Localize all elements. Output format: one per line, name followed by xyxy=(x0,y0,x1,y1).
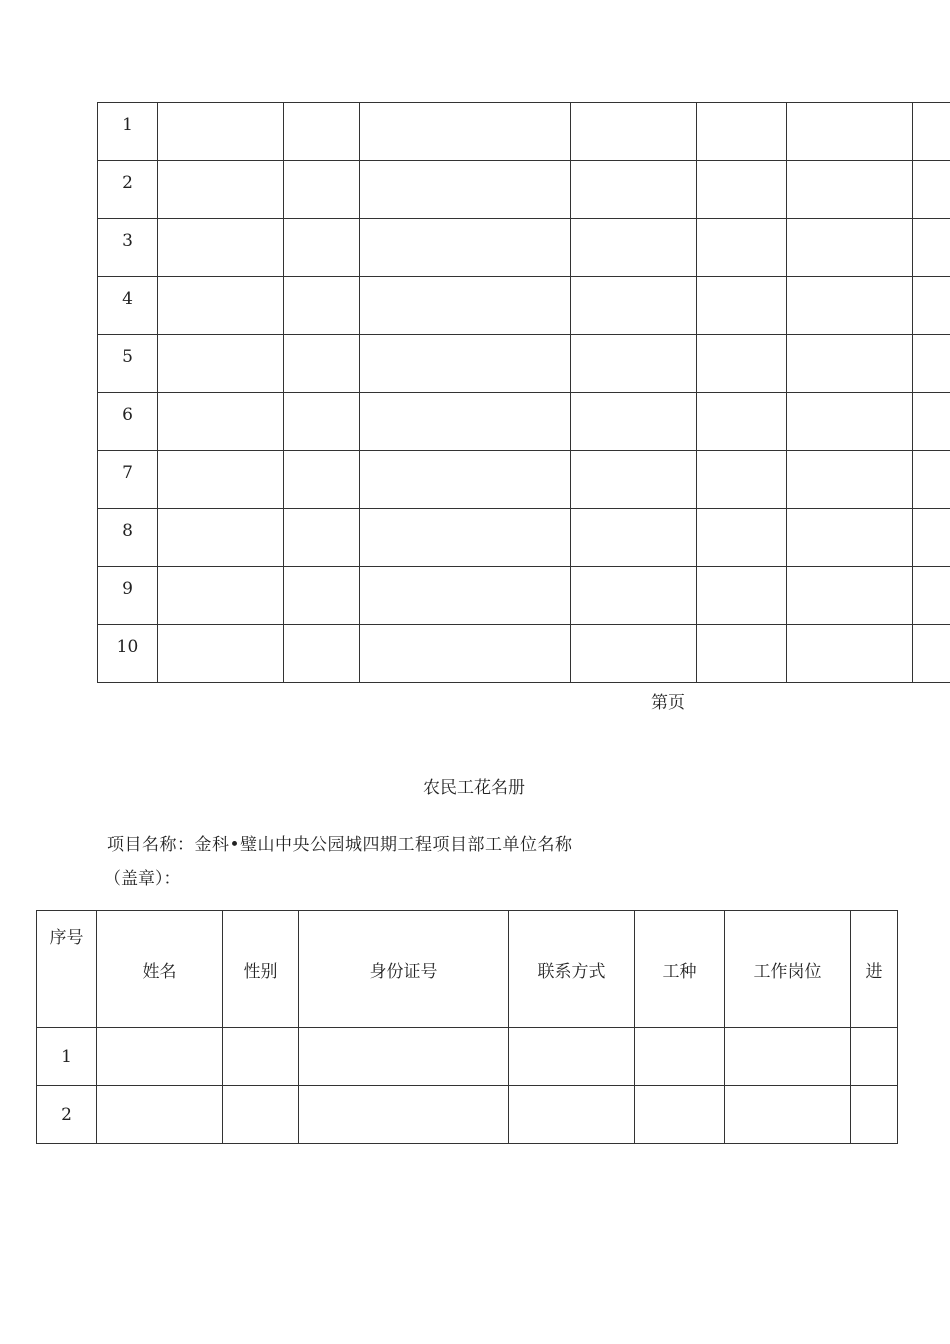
cell-position xyxy=(725,1028,851,1086)
cell-id-number xyxy=(299,1028,509,1086)
cell-contact xyxy=(571,509,697,567)
cell-name xyxy=(158,625,284,683)
cell-trade xyxy=(697,451,787,509)
cell-entry xyxy=(851,1086,898,1144)
table-row xyxy=(37,1086,898,1144)
column-header-gender: 性别 xyxy=(223,911,299,1028)
table-row xyxy=(98,219,950,277)
cell-position xyxy=(787,219,913,277)
cell-name xyxy=(158,393,284,451)
cell-contact xyxy=(509,1028,635,1086)
cell-contact xyxy=(571,103,697,161)
cell-contact xyxy=(571,335,697,393)
row-number: 4 xyxy=(98,277,158,335)
cell-id-number xyxy=(360,509,571,567)
cell-gender xyxy=(284,103,360,161)
cell-contact xyxy=(571,625,697,683)
row-number: 7 xyxy=(98,451,158,509)
cell-gender xyxy=(284,219,360,277)
cell-gender xyxy=(223,1028,299,1086)
cell-position xyxy=(787,567,913,625)
row-number: 3 xyxy=(98,219,158,277)
cell-gender xyxy=(284,277,360,335)
column-header-contact: 联系方式 xyxy=(509,911,635,1028)
table-row xyxy=(98,509,950,567)
cell-extra xyxy=(913,161,950,219)
table-row xyxy=(98,335,950,393)
table-row xyxy=(98,567,950,625)
cell-name xyxy=(97,1028,223,1086)
row-number: 10 xyxy=(98,625,158,683)
cell-position xyxy=(787,393,913,451)
cell-gender xyxy=(284,335,360,393)
column-header-trade: 工种 xyxy=(635,911,725,1028)
column-header-id-number: 身份证号 xyxy=(299,911,509,1028)
column-header-entry: 进 xyxy=(851,911,898,1028)
row-number: 9 xyxy=(98,567,158,625)
table-row xyxy=(98,103,950,161)
cell-name xyxy=(158,451,284,509)
cell-contact xyxy=(571,393,697,451)
column-header-position: 工作岗位 xyxy=(725,911,851,1028)
row-number: 5 xyxy=(98,335,158,393)
project-name-line: 项目名称：金科•璧山中央公园城四期工程项目部工单位名称 xyxy=(107,835,573,855)
cell-contact xyxy=(571,567,697,625)
roster-table xyxy=(36,910,898,1144)
cell-position xyxy=(725,1086,851,1144)
cell-id-number xyxy=(299,1086,509,1144)
cell-name xyxy=(158,509,284,567)
cell-id-number xyxy=(360,219,571,277)
cell-gender xyxy=(284,161,360,219)
table-row xyxy=(98,161,950,219)
row-number: 2 xyxy=(37,1086,97,1144)
cell-extra xyxy=(913,509,950,567)
cell-gender xyxy=(284,567,360,625)
cell-extra xyxy=(913,451,950,509)
cell-extra xyxy=(913,103,950,161)
page-number-label: 第页 xyxy=(651,693,685,713)
cell-gender xyxy=(284,625,360,683)
cell-extra xyxy=(913,219,950,277)
row-number: 1 xyxy=(37,1028,97,1086)
cell-gender xyxy=(284,451,360,509)
cell-contact xyxy=(571,277,697,335)
cell-trade xyxy=(697,219,787,277)
table-row xyxy=(98,451,950,509)
cell-gender xyxy=(284,509,360,567)
cell-name xyxy=(158,103,284,161)
column-header-seq: 序号 xyxy=(37,911,97,1028)
cell-id-number xyxy=(360,393,571,451)
cell-extra xyxy=(913,393,950,451)
cell-id-number xyxy=(360,103,571,161)
roster-table-continued xyxy=(97,102,950,683)
cell-extra xyxy=(913,335,950,393)
cell-position xyxy=(787,335,913,393)
table-row xyxy=(37,1028,898,1086)
cell-id-number xyxy=(360,567,571,625)
cell-position xyxy=(787,103,913,161)
cell-gender xyxy=(223,1086,299,1144)
cell-trade xyxy=(697,509,787,567)
cell-trade xyxy=(697,103,787,161)
cell-trade xyxy=(697,393,787,451)
cell-trade xyxy=(697,625,787,683)
cell-id-number xyxy=(360,335,571,393)
page-title xyxy=(0,773,950,798)
cell-contact xyxy=(571,451,697,509)
row-number: 6 xyxy=(98,393,158,451)
cell-trade xyxy=(635,1028,725,1086)
cell-position xyxy=(787,161,913,219)
stamp-line: （盖章）： xyxy=(104,869,181,889)
cell-name xyxy=(158,567,284,625)
cell-position xyxy=(787,451,913,509)
cell-trade xyxy=(635,1086,725,1144)
table-row xyxy=(98,393,950,451)
cell-trade xyxy=(697,161,787,219)
cell-name xyxy=(158,277,284,335)
cell-trade xyxy=(697,335,787,393)
cell-gender xyxy=(284,393,360,451)
cell-extra xyxy=(913,625,950,683)
table-row xyxy=(98,277,950,335)
cell-id-number xyxy=(360,625,571,683)
table-header-row xyxy=(37,911,898,1028)
column-header-name: 姓名 xyxy=(97,911,223,1028)
cell-position xyxy=(787,625,913,683)
cell-id-number xyxy=(360,277,571,335)
cell-contact xyxy=(571,219,697,277)
cell-entry xyxy=(851,1028,898,1086)
row-number: 1 xyxy=(98,103,158,161)
cell-extra xyxy=(913,277,950,335)
cell-name xyxy=(97,1086,223,1144)
page-title-text: 农民工花名册 xyxy=(423,778,525,798)
cell-name xyxy=(158,335,284,393)
cell-contact xyxy=(571,161,697,219)
cell-position xyxy=(787,277,913,335)
cell-trade xyxy=(697,277,787,335)
cell-name xyxy=(158,219,284,277)
cell-extra xyxy=(913,567,950,625)
cell-name xyxy=(158,161,284,219)
row-number: 8 xyxy=(98,509,158,567)
cell-trade xyxy=(697,567,787,625)
cell-contact xyxy=(509,1086,635,1144)
cell-id-number xyxy=(360,161,571,219)
cell-id-number xyxy=(360,451,571,509)
table-row xyxy=(98,625,950,683)
cell-position xyxy=(787,509,913,567)
row-number: 2 xyxy=(98,161,158,219)
